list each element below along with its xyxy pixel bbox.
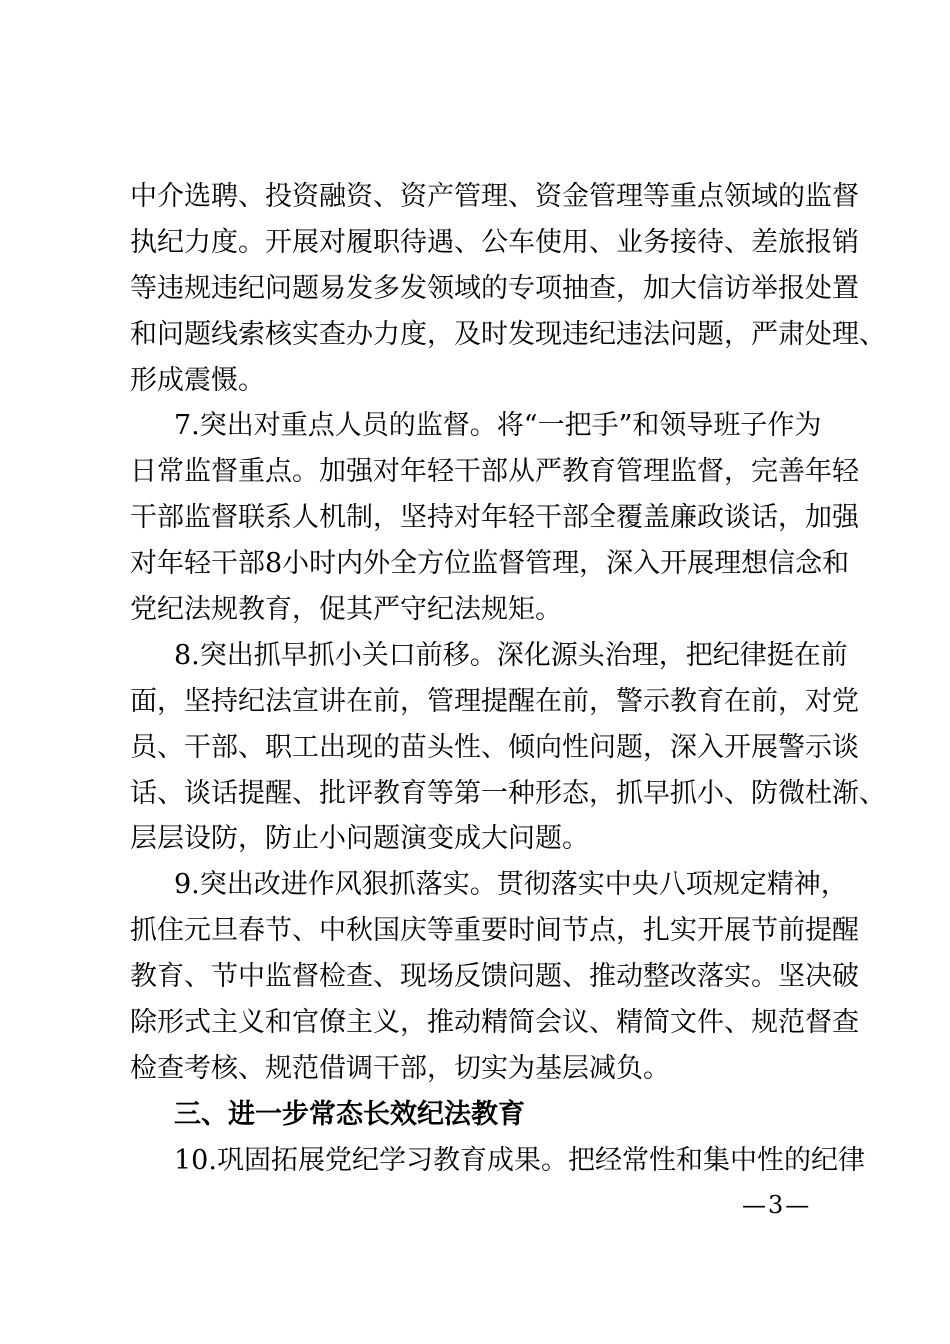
text-line: 层层设防，防止小问题演变成大问题。 <box>130 823 589 855</box>
paragraph <box>130 862 859 1091</box>
section-heading <box>130 1092 820 1138</box>
text-line: 干部监督联系人机制，坚持对年轻干部全覆盖廉政谈话，加强 <box>130 502 859 534</box>
text-line: 面，坚持纪法宣讲在前，管理提醒在前，警示教育在前，对党 <box>130 685 859 717</box>
text-line: 抓住元旦春节、中秋国庆等重要时间节点，扎实开展节前提醒 <box>130 915 859 947</box>
text-line: 党纪法规教育，促其严守纪法规矩。 <box>130 594 562 626</box>
text-line: 10.巩固拓展党纪学习教育成果。把经常性和集中性的纪律 <box>174 1144 865 1176</box>
text-line: 7.突出对重点人员的监督。将“一把手”和领导班子作为 <box>174 410 822 442</box>
text-line: 除形式主义和官僚主义，推动精简会议、精简文件、规范督查 <box>130 1007 859 1039</box>
text-line: 执纪力度。开展对履职待遇、公车使用、业务接待、差旅报销 <box>130 226 859 258</box>
text-line: 对年轻干部8小时内外全方位监督管理，深入开展理想信念和 <box>130 548 850 580</box>
text-line: 员、干部、职工出现的苗头性、倾向性问题，深入开展警示谈 <box>130 731 859 763</box>
paragraph <box>130 633 886 862</box>
text-line: 形成震慑。 <box>130 364 265 396</box>
text-line: 话、谈话提醒、批评教育等第一种形态，抓早抓小、防微杜渐、 <box>130 777 886 809</box>
text-line: 教育、节中监督检查、现场反馈问题、推动整改落实。坚决破 <box>130 961 859 993</box>
text-line: 和问题线索核实查办力度，及时发现违纪违法问题，严肃处理、 <box>130 318 886 350</box>
page-number: —3— <box>742 1191 812 1219</box>
paragraph <box>130 403 859 632</box>
text-line: 检查考核、规范借调干部，切实为基层减负。 <box>130 1052 670 1084</box>
text-line: 9.突出改进作风狠抓落实。贯彻落实中央八项规定精神， <box>174 869 848 901</box>
text-line: 中介选聘、投资融资、资产管理、资金管理等重点领域的监督 <box>130 181 859 212</box>
paragraph <box>130 174 886 403</box>
text-line: 日常监督重点。加强对年轻干部从严教育管理监督，完善年轻 <box>130 456 859 488</box>
text-line: 三、进一步常态长效纪法教育 <box>174 1098 525 1130</box>
text-line: 等违规违纪问题易发多发领域的专项抽查，加大信访举报处置 <box>130 272 859 304</box>
paragraph <box>130 1138 865 1184</box>
text-line: 8.突出抓早抓小关口前移。深化源头治理，把纪律挺在前 <box>174 639 848 671</box>
body-text <box>130 174 886 1184</box>
